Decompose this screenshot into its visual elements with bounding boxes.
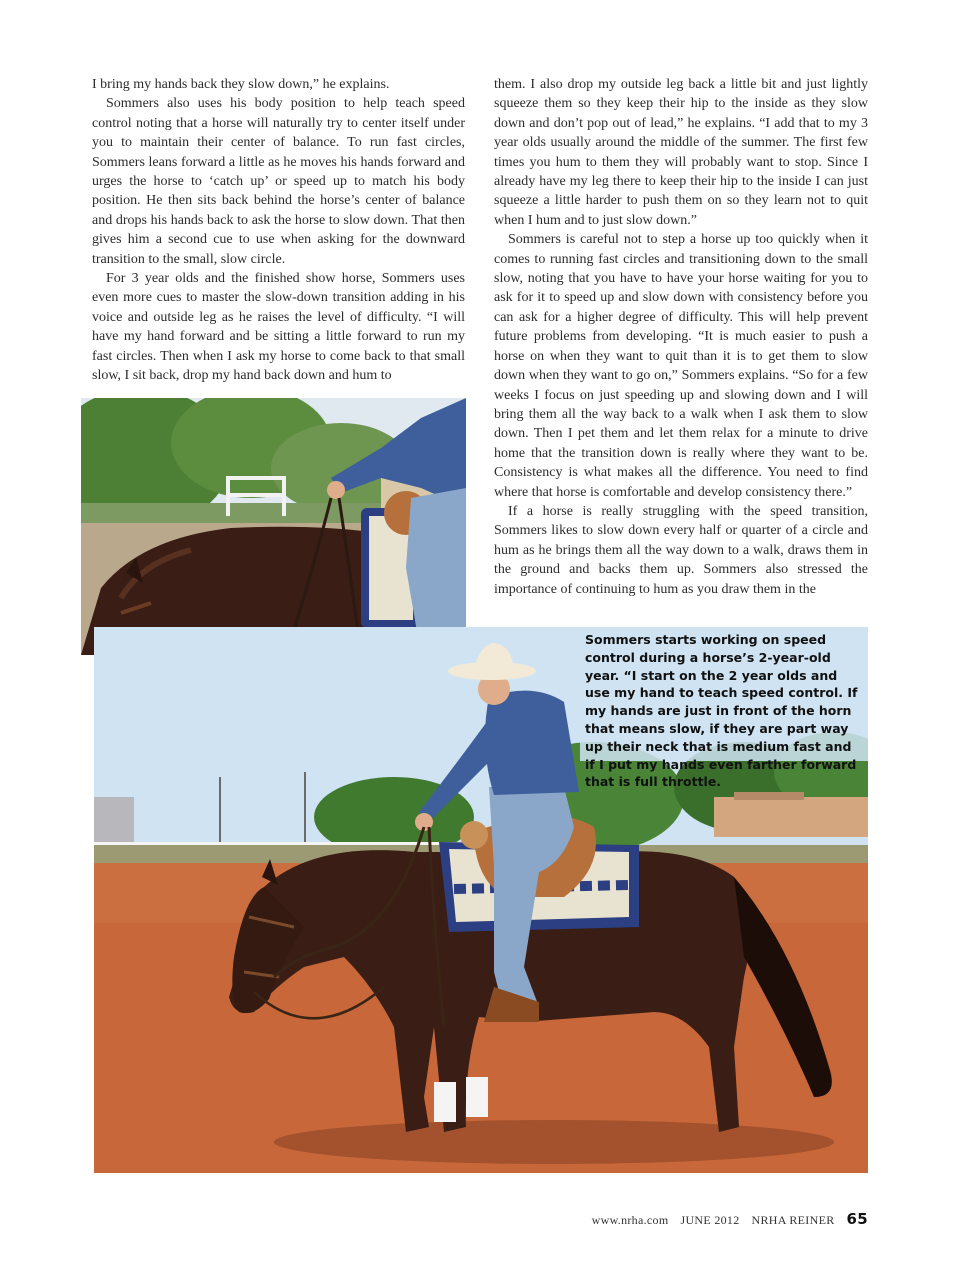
footer-issue: JUNE 2012 [680, 1213, 740, 1227]
footer-website: www.nrha.com [591, 1213, 669, 1227]
paragraph: For 3 year olds and the finished show horse, Sommers uses even more cues to master the slow-down transition adding in his voice and outside leg as he raises the level of difficulty. “I will have my hand forward and be sitting a little forward to run my fast circles. Then when I ask my horse to come back to that small slow, I sit back, drop my hand back down and hum to [92, 271, 465, 384]
page-number: 65 [846, 1210, 868, 1228]
photo-rider-hands-closeup [81, 398, 466, 655]
paragraph: I bring my hands back they slow down,” he explains. [92, 77, 390, 92]
page-footer [592, 1210, 868, 1228]
paragraph: Sommers is careful not to step a horse up too quickly when it comes to running fast circles and transitioning down to the small slow, noting that you have to have your horse waiting for you to ask for it to speed up and slow down with consistency before you can ask for a higher degree of difficulty. This will help prevent future problems from developing. “It is much easier to push a horse on when they want to quit than it is to get them to slow down when they want to go on,” Sommers explains. “So for a few weeks I focus on just speeding up and slowing down and I will bring them all the way back to a walk when I ask them to slow down. Then I pet them and let them relax for a minute to drive home that the transition down is really where they want to be. Consistency is what makes all the difference. You need to find where that horse is comfortable and develop consistency there.” [494, 232, 868, 500]
paragraph: If a horse is really struggling with the speed transition, Sommers likes to slow down every half or quarter of a circle and hum as he brings them all the way down to a walk, draws them in the ground and backs them up. Sommers also stressed the importance of continuing to hum as you draw them in the [494, 503, 868, 597]
footer-publication: NRHA REINER [751, 1213, 835, 1227]
photo-caption: Sommers starts working on speed control during a horse’s 2-year-old year. “I start on the 2 year olds and use my hand to teach speed control. If my hands are just in front of the horn that means slow, if they are part way up their neck that is medium fast and if I put my hands even farther forward that is full throttle. [585, 632, 858, 790]
paragraph: them. I also drop my outside leg back a little bit and just lightly squeeze them so they keep their hip to the inside as they slow down and don’t pop out of lead,” he explains. “I add that to my 3 year olds usually around the middle of the summer. The first few times you hum to them they will probably want to stop. Since I already have my leg there to keep their hip to the inside I can just squeeze a little harder to push them on so they learn not to quit when I hum and to just slow down.” [494, 77, 868, 228]
left-text-column [92, 75, 465, 386]
right-text-column [494, 75, 868, 599]
paragraph: Sommers also uses his body position to help teach speed control noting that a horse will naturally try to center itself under you to maintain their center of balance. To run fast circles, Sommers leans forward a little as he moves his hands forward and urges the horse to ‘catch up’ or speed up to match his body position. He then sits back behind the horse’s center of balance and drops his hands back to ask the horse to slow down. That then gives him a second cue to use when asking for the downward transition to the small, slow circle. [92, 96, 465, 267]
